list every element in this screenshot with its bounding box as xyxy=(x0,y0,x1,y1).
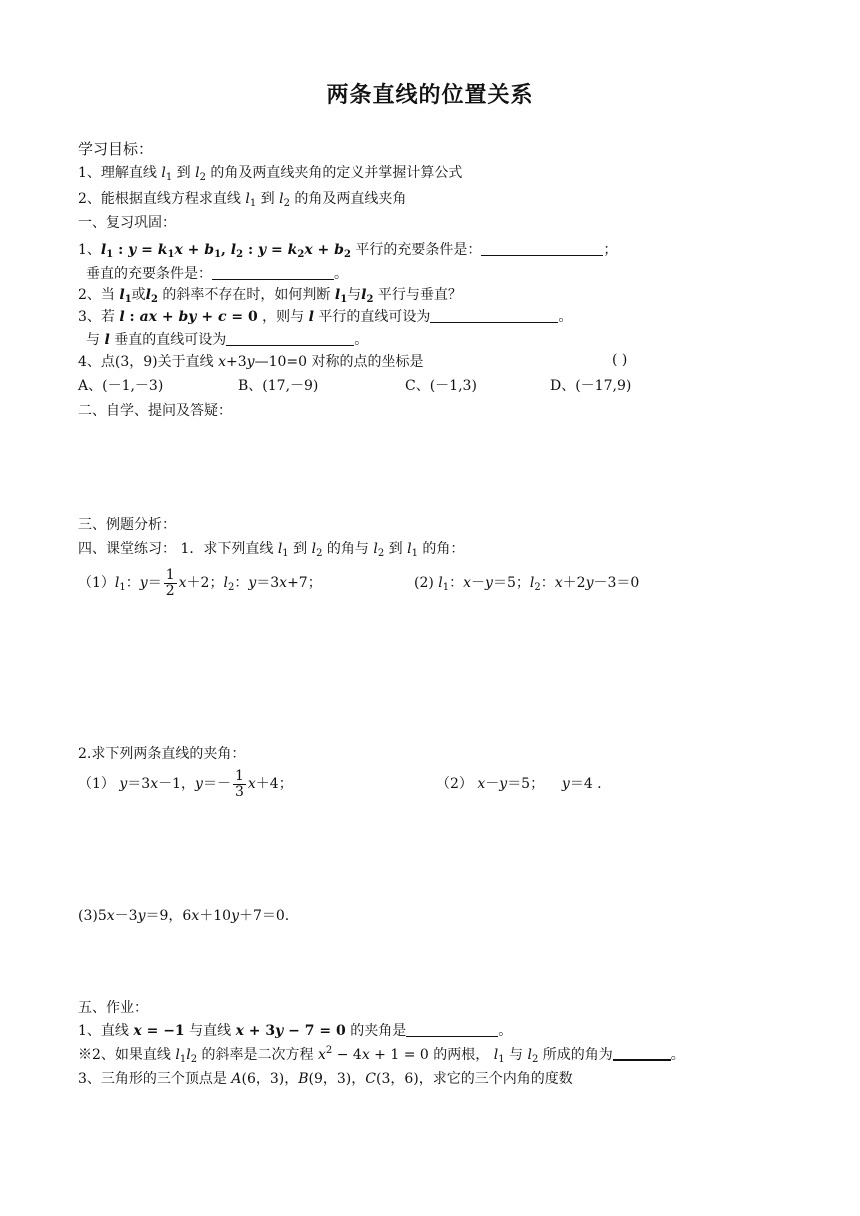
review-q1-perp: 垂直的充要条件是： 。 xyxy=(86,266,348,282)
objective-1: 1、理解直线 $l_1$ 到 $l_2$ 的角及两直线夹角的定义并掌握计算公式 xyxy=(78,165,463,183)
review-q2: 2、当 $l_1$或$l_2$ 的斜率不存在时，如何判断 $l_1$与$l_2$ 平行与垂直？ xyxy=(78,287,462,305)
objectives-heading: 学习目标： xyxy=(78,140,154,158)
review-q1: 1、$l_1$ : $y = k_1x + b_1$, $l_2$ : $y = k_2x + b_2$ 平行的充要条件是： ； xyxy=(78,242,618,260)
answer-blank[interactable] xyxy=(481,241,603,256)
option-d: D、(－17,9) xyxy=(550,378,632,394)
practice-p2-1: （1） y＝3x－1，y＝－ $\frac{1}{3}$ x＋4； xyxy=(78,767,293,800)
answer-blank[interactable] xyxy=(613,1045,671,1061)
homework-heading: 五、作业： xyxy=(78,1000,148,1016)
section-3-heading: 三、例题分析： xyxy=(78,517,176,533)
answer-paren[interactable]: ( ) xyxy=(612,352,628,368)
answer-blank[interactable] xyxy=(406,1022,498,1037)
answer-blank[interactable] xyxy=(212,265,334,280)
review-q3-perp: 与 l 垂直的直线可设为 。 xyxy=(86,332,369,348)
section-2-heading: 二、自学、提问及答疑： xyxy=(78,403,232,419)
practice-p2-3: (3)5x－3y＝9，6x＋10y＋7＝0. xyxy=(78,908,290,924)
option-b: B、(17,－9) xyxy=(238,378,319,394)
answer-blank[interactable] xyxy=(430,308,558,323)
practice-p1-2: (2) $l_1$：x－y＝5；$l_2$：x＋2y－3＝0 xyxy=(414,575,640,593)
objective-2: 2、能根据直线方程求直线 $l_1$ 到 $l_2$ 的角及两直线夹角 xyxy=(78,191,407,209)
option-c: C、(－1,3) xyxy=(405,378,477,394)
review-q3: 3、若 l : ax + by + c = 0 ，则与 l 平行的直线可设为 。 xyxy=(78,309,573,325)
practice-p1-1: $(1)l_1$：y＝ $\frac{1}{2}$ x＋2；$l_2$：y＝3x+7； xyxy=(78,566,322,599)
answer-blank[interactable] xyxy=(226,331,354,346)
practice-p1: 四、课堂练习： 1．求下列直线 $l_1$ 到 $l_2$ 的角与 $l_2$ 到 $l_1$ 的角： xyxy=(78,541,465,559)
practice-p2-2: （2） x－y＝5； y＝4 . xyxy=(436,776,602,792)
homework-h1: 1、直线 x = −1 与直线 x + 3y − 7 = 0 的夹角是 。 xyxy=(78,1023,513,1039)
review-q4: 4、点(3，9)关于直线 x+3y—10=0 对称的点的坐标是 xyxy=(78,354,424,370)
homework-h2: ※2、如果直线 $l_1l_2$ 的斜率是二次方程 $x^2 - 4x + 1 = 0$ 的两根， $l_1$ 与 $l_2$ 所成的角为 。 xyxy=(78,1045,685,1065)
homework-h3: 3、三角形的三个顶点是 A(6，3)，B(9，3)，C(3，6)，求它的三个内角的度数 xyxy=(78,1071,573,1087)
page-title: 两条直线的位置关系 xyxy=(326,82,534,108)
review-heading: 一、复习巩固： xyxy=(78,215,176,231)
practice-p2: 2.求下列两条直线的夹角： xyxy=(78,746,246,762)
option-a: A、(－1,－3) xyxy=(78,378,164,394)
